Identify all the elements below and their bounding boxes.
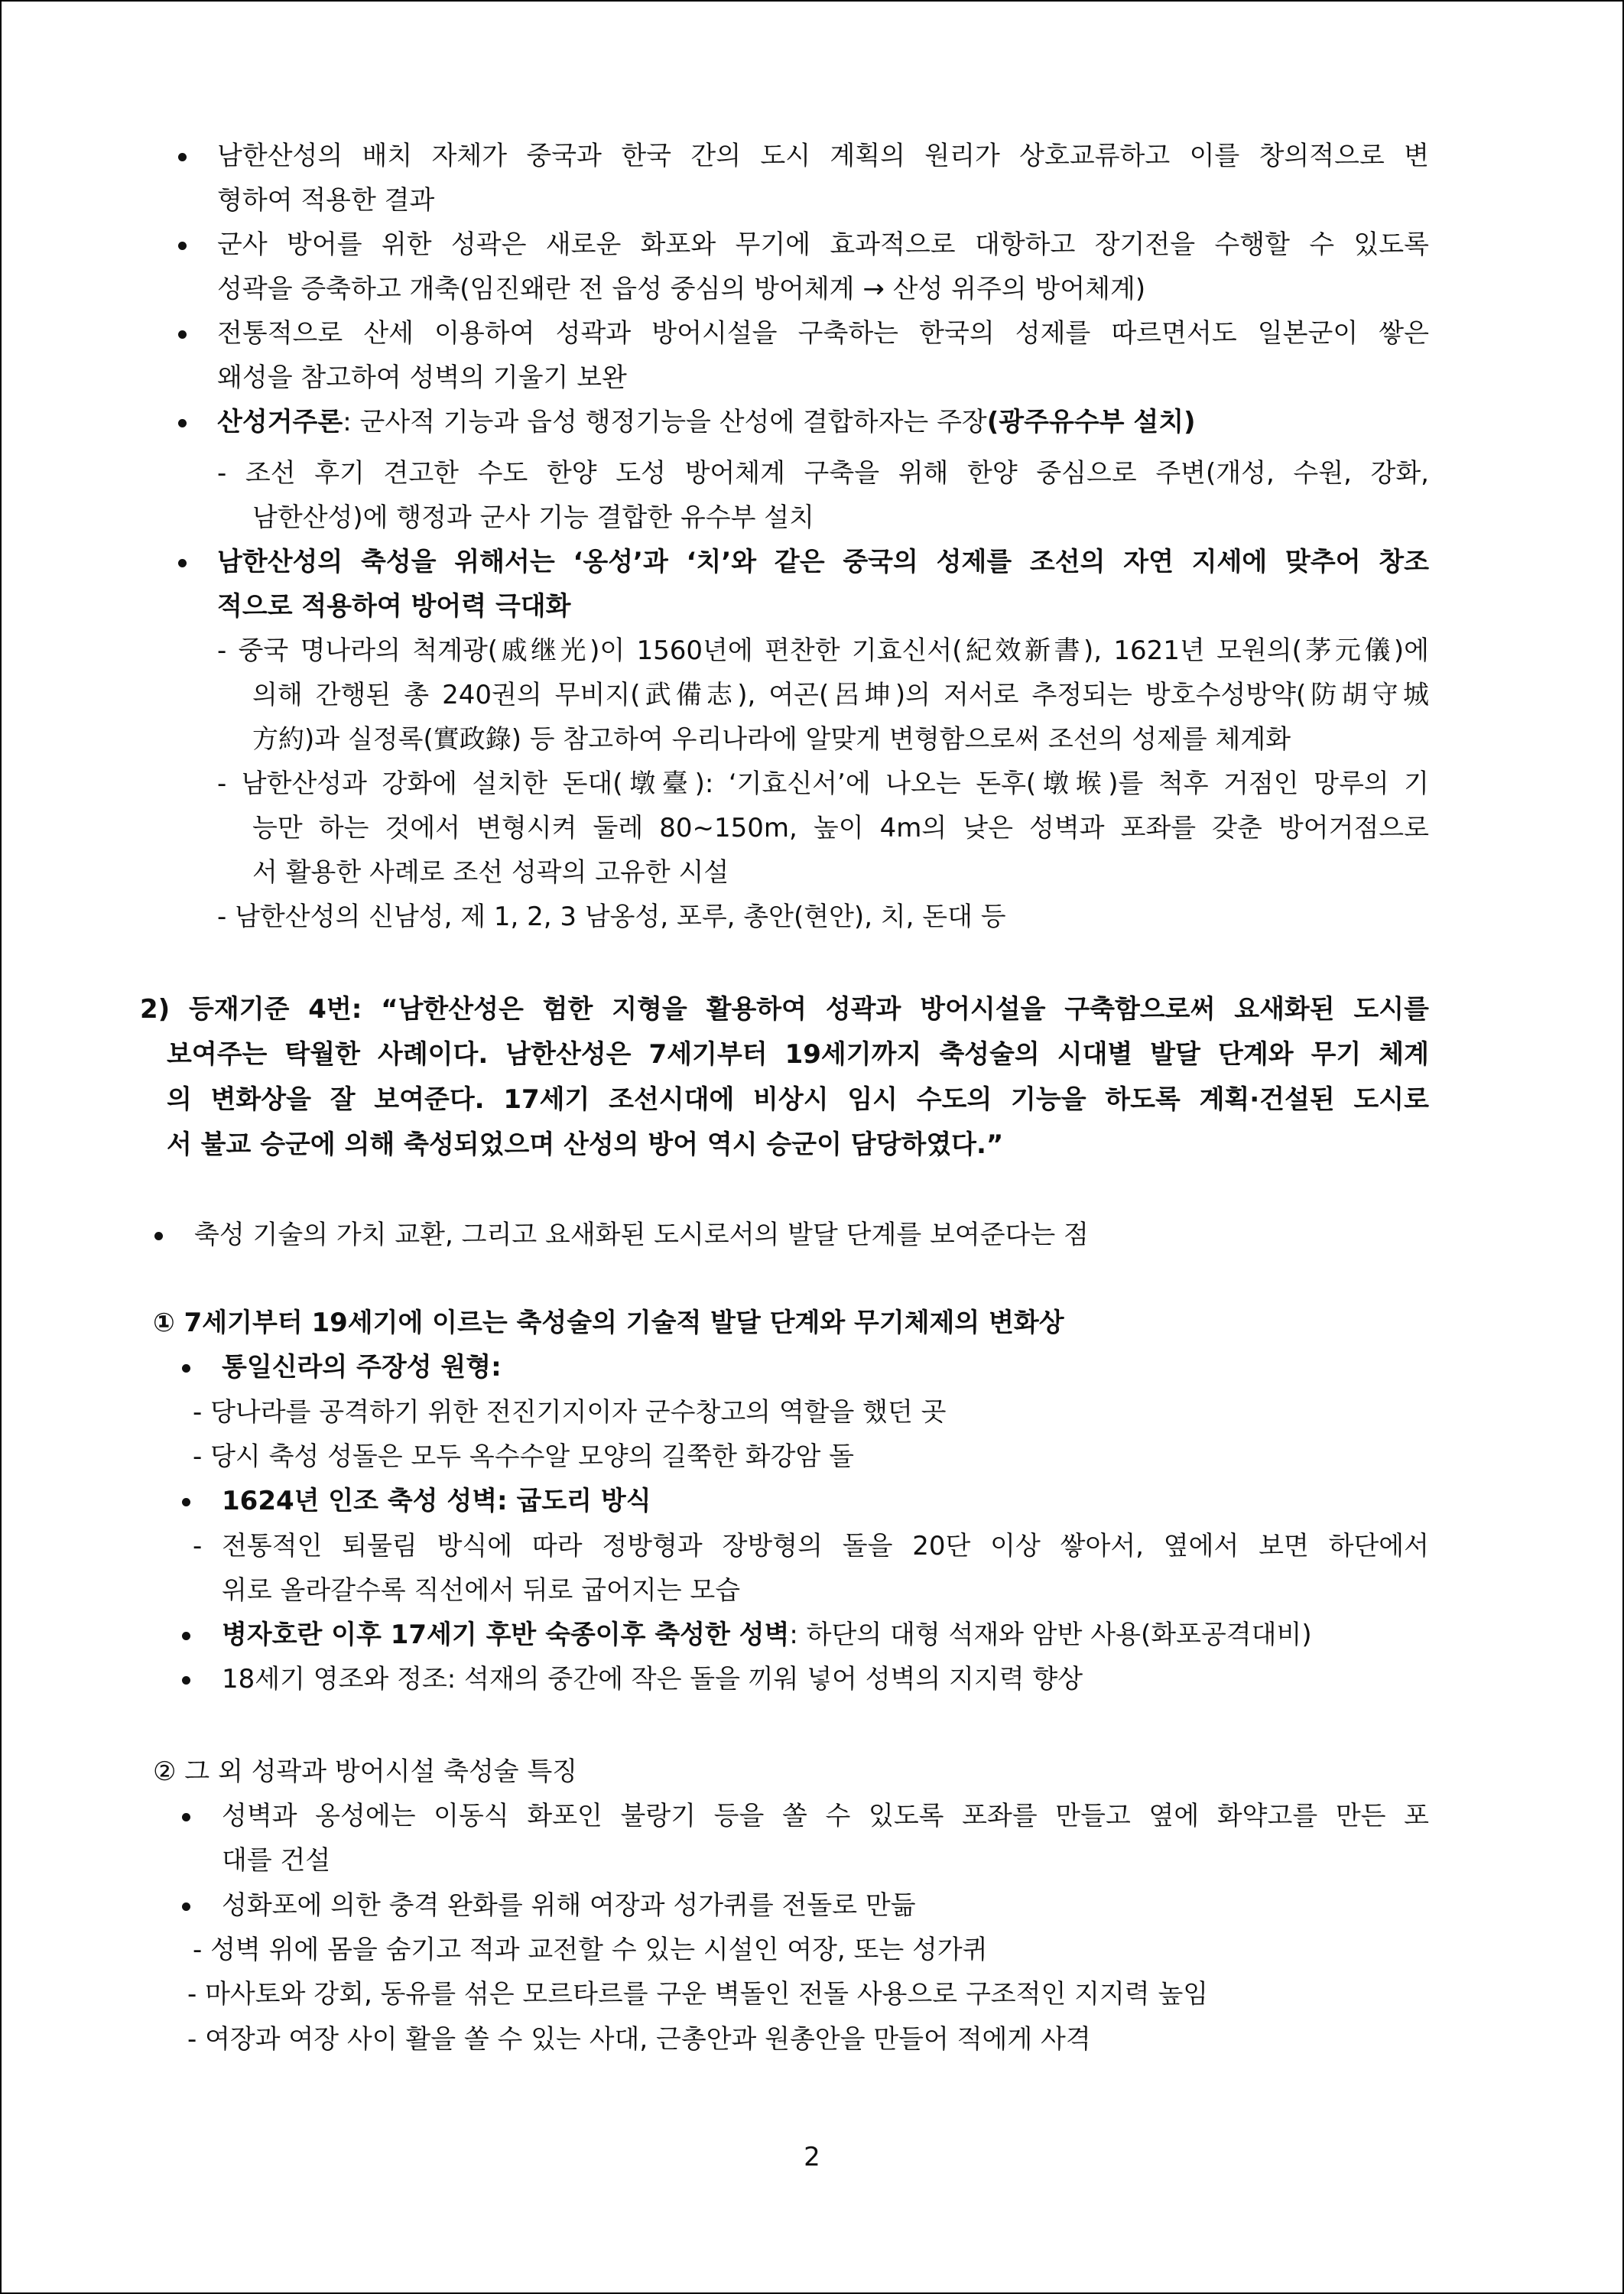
bullet-dot xyxy=(182,1498,190,1506)
sub-text: - 중국 명나라의 척계광(戚继光)이 1560년에 편찬한 기효신서(紀效新書), 1621년 모원의(茅元儀)에 xyxy=(217,635,1429,666)
sub-text: - 남한산성의 신남성, 제 1, 2, 3 남옹성, 포루, 총안(현안), 치, 돈대 등 xyxy=(217,902,1006,932)
sub-text: 서 활용한 사례로 조선 성곽의 고유한 시설 xyxy=(252,857,729,888)
bullet-dot xyxy=(178,559,187,567)
bullet-dot xyxy=(182,1902,190,1911)
bullet-text: 성곽을 증축하고 개축(임진왜란 전 읍성 중심의 방어체계 → 산성 위주의 방어체계) xyxy=(217,274,1146,304)
page-number: 2 xyxy=(804,2142,820,2172)
bullet-text: 성화포에 의한 충격 완화를 위해 여장과 성가퀴를 전돌로 만듦 xyxy=(222,1890,916,1921)
term-text: : 하단의 대형 석재와 암반 사용(화포공격대비) xyxy=(789,1620,1312,1650)
bullet-text: 성벽과 옹성에는 이동식 화포인 불랑기 등을 쏠 수 있도록 포좌를 만들고 옆에 화약고를 만든 포 xyxy=(222,1801,1429,1831)
bullet-text: 전통적으로 산세 이용하여 성곽과 방어시설을 구축하는 한국의 성제를 따르면서도 일본군이 쌓은 xyxy=(217,318,1429,349)
sub-text: - 남한산성과 강화에 설치한 돈대(墩臺): ‘기효신서’에 나오는 돈후(墩堠)를 척후 거점인 망루의 기 xyxy=(217,768,1429,799)
section-heading: ① 7세기부터 19세기에 이르는 축성술의 기술적 발달 단계와 무기체제의 변화상 xyxy=(153,1308,1064,1338)
bullet-text xyxy=(222,1613,1312,1657)
sub-text: - 당나라를 공격하기 위한 전진기지이자 군수창고의 역할을 했던 곳 xyxy=(193,1397,947,1428)
bullet-text: 적으로 적용하여 방어력 극대화 xyxy=(217,591,571,622)
sub-text: - 여장과 여장 사이 활을 쏠 수 있는 사대, 근총안과 원총안을 만들어 적에게 사격 xyxy=(187,2024,1091,2055)
criterion-text: 서 불교 승군에 의해 축성되었으며 산성의 방어 역시 승군이 담당하였다.” xyxy=(167,1129,1004,1160)
bullet-text: 군사 방어를 위한 성곽은 새로운 화포와 무기에 효과적으로 대항하고 장기전을 수행할 수 있도록 xyxy=(217,229,1429,260)
criterion-text: 2) 등재기준 4번: “남한산성은 험한 지형을 활용하여 성곽과 방어시설을 구축함으로써 요새화된 도시를 xyxy=(140,994,1429,1025)
sub-text: 方約)과 실정록(實政錄) 등 참고하여 우리나라에 알맞게 변형함으로써 조선의 성제를 체계화 xyxy=(252,724,1291,755)
term-bold: 병자호란 이후 17세기 후반 숙종이후 축성한 성벽 xyxy=(222,1620,790,1650)
criterion-text: 의 변화상을 잘 보여준다. 17세기 조선시대에 비상시 임시 수도의 기능을 하도록 계획·건설된 도시로 xyxy=(167,1084,1429,1115)
sub-text: - 성벽 위에 몸을 숨기고 적과 교전할 수 있는 시설인 여장, 또는 성가퀴 xyxy=(193,1935,988,1965)
bullet-text: 왜성을 참고하여 성벽의 기울기 보완 xyxy=(217,362,627,393)
bullet-dot xyxy=(154,1232,163,1240)
bullet-dot xyxy=(182,1813,190,1821)
sub-text: 능만 하는 것에서 변형시켜 둘레 80~150m, 높이 4m의 낮은 성벽과 포좌를 갖춘 방어거점으로 xyxy=(252,813,1429,843)
sub-text: 남한산성)에 행정과 군사 기능 결합한 유수부 설치 xyxy=(252,502,814,533)
bullet-text xyxy=(217,400,1196,444)
sub-text: 위로 올라갈수록 직선에서 뒤로 굽어지는 모습 xyxy=(222,1575,741,1606)
bullet-dot xyxy=(178,242,187,250)
sub-text: - 당시 축성 성돌은 모두 옥수수알 모양의 길쭉한 화강암 돌 xyxy=(193,1441,854,1472)
term-bold: 산성거주론 xyxy=(217,407,343,437)
sub-text: 의해 간행된 총 240권의 무비지(武備志), 여곤(呂坤)의 저서로 추정되는 방호수성방약(防胡守城 xyxy=(252,680,1429,710)
criterion-text: 보여주는 탁월한 사례이다. 남한산성은 7세기부터 19세기까지 축성술의 시대별 발달 단계와 무기 체계 xyxy=(167,1039,1429,1070)
sub-text: - 마사토와 강회, 동유를 섞은 모르타르를 구운 벽돌인 전돌 사용으로 구조적인 지지력 높임 xyxy=(187,1979,1209,2010)
bullet-text: 대를 건설 xyxy=(222,1845,331,1876)
bullet-dot xyxy=(178,419,187,427)
bullet-text: 1624년 인조 축성 성벽: 굽도리 방식 xyxy=(222,1486,651,1516)
bullet-dot xyxy=(178,330,187,339)
bullet-text: 축성 기술의 가치 교환, 그리고 요새화된 도시로서의 발달 단계를 보여준다는 점 xyxy=(194,1220,1089,1250)
term-bold: (광주유수부 설치) xyxy=(986,407,1196,437)
bullet-dot xyxy=(182,1632,190,1640)
bullet-text: 남한산성의 배치 자체가 중국과 한국 간의 도시 계획의 원리가 상호교류하고 이를 창의적으로 변 xyxy=(217,141,1429,171)
sub-text: - 조선 후기 견고한 수도 한양 도성 방어체계 구축을 위해 한양 중심으로 주변(개성, 수원, 강화, xyxy=(217,458,1429,489)
bullet-text: 18세기 영조와 정조: 석재의 중간에 작은 돌을 끼워 넣어 성벽의 지지력 향상 xyxy=(222,1664,1083,1695)
bullet-dot xyxy=(182,1676,190,1685)
term-text: : 군사적 기능과 읍성 행정기능을 산성에 결합하자는 주장 xyxy=(343,407,987,437)
section-heading: ② 그 외 성곽과 방어시설 축성술 특징 xyxy=(153,1756,578,1787)
bullet-text: 통일신라의 주장성 원형: xyxy=(222,1352,502,1383)
bullet-dot xyxy=(182,1364,190,1373)
sub-text: - 전통적인 퇴물림 방식에 따라 정방형과 장방형의 돌을 20단 이상 쌓아서, 옆에서 보면 하단에서 xyxy=(193,1531,1429,1561)
bullet-text: 형하여 적용한 결과 xyxy=(217,185,435,216)
bullet-dot xyxy=(178,153,187,161)
bullet-text: 남한산성의 축성을 위해서는 ‘옹성’과 ‘치’와 같은 중국의 성제를 조선의 자연 지세에 맞추어 창조 xyxy=(217,547,1429,577)
